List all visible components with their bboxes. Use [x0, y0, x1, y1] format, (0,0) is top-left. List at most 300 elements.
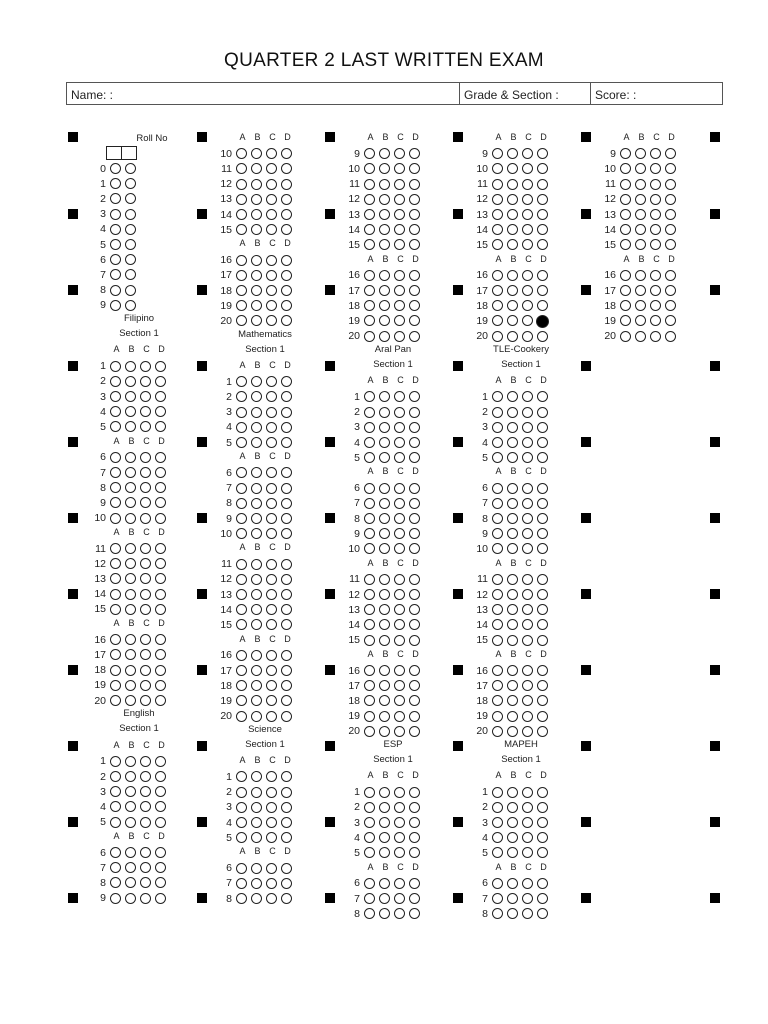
answer-bubble-a[interactable] [492, 224, 503, 235]
answer-bubble-a[interactable] [364, 528, 375, 539]
answer-bubble-c[interactable] [394, 680, 405, 691]
answer-bubble-d[interactable] [281, 878, 292, 889]
answer-bubble-a[interactable] [492, 635, 503, 646]
roll-bubble[interactable] [110, 163, 121, 174]
answer-bubble-a[interactable] [364, 513, 375, 524]
answer-bubble-b[interactable] [251, 695, 262, 706]
answer-bubble-c[interactable] [266, 589, 277, 600]
answer-bubble-b[interactable] [379, 802, 390, 813]
answer-bubble-c[interactable] [266, 574, 277, 585]
answer-bubble-d[interactable] [409, 163, 420, 174]
answer-bubble-a[interactable] [110, 482, 121, 493]
answer-bubble-a[interactable] [620, 179, 631, 190]
answer-bubble-c[interactable] [140, 771, 151, 782]
answer-bubble-a[interactable] [236, 817, 247, 828]
answer-bubble-b[interactable] [507, 543, 518, 554]
answer-bubble-c[interactable] [522, 452, 533, 463]
answer-bubble-a[interactable] [492, 543, 503, 554]
answer-bubble-a[interactable] [236, 483, 247, 494]
answer-bubble-d[interactable] [409, 665, 420, 676]
answer-bubble-c[interactable] [650, 179, 661, 190]
answer-bubble-a[interactable] [364, 711, 375, 722]
answer-bubble-b[interactable] [507, 300, 518, 311]
answer-bubble-c[interactable] [140, 877, 151, 888]
answer-bubble-d[interactable] [281, 574, 292, 585]
answer-bubble-c[interactable] [394, 452, 405, 463]
answer-bubble-d[interactable] [281, 619, 292, 630]
answer-bubble-c[interactable] [140, 497, 151, 508]
answer-bubble-d[interactable] [155, 877, 166, 888]
answer-bubble-b[interactable] [251, 832, 262, 843]
answer-bubble-a[interactable] [236, 255, 247, 266]
answer-bubble-a[interactable] [110, 467, 121, 478]
answer-bubble-a[interactable] [492, 391, 503, 402]
answer-bubble-a[interactable] [364, 635, 375, 646]
answer-bubble-b[interactable] [379, 635, 390, 646]
answer-bubble-d[interactable] [537, 665, 548, 676]
answer-bubble-d[interactable] [665, 239, 676, 250]
answer-bubble-c[interactable] [394, 239, 405, 250]
name-field[interactable]: Name: : [67, 83, 460, 104]
answer-bubble-d[interactable] [537, 239, 548, 250]
answer-bubble-d[interactable] [281, 832, 292, 843]
answer-bubble-c[interactable] [394, 285, 405, 296]
answer-bubble-c[interactable] [522, 148, 533, 159]
answer-bubble-d[interactable] [409, 878, 420, 889]
answer-bubble-c[interactable] [140, 817, 151, 828]
answer-bubble-a[interactable] [620, 285, 631, 296]
answer-bubble-c[interactable] [650, 239, 661, 250]
roll-bubble[interactable] [125, 239, 136, 250]
answer-bubble-b[interactable] [251, 163, 262, 174]
answer-bubble-c[interactable] [522, 878, 533, 889]
answer-bubble-d[interactable] [281, 528, 292, 539]
answer-bubble-a[interactable] [364, 604, 375, 615]
answer-bubble-d[interactable] [281, 467, 292, 478]
answer-bubble-d[interactable] [665, 315, 676, 326]
answer-bubble-c[interactable] [522, 726, 533, 737]
answer-bubble-a[interactable] [236, 391, 247, 402]
answer-bubble-b[interactable] [125, 893, 136, 904]
answer-bubble-b[interactable] [125, 634, 136, 645]
answer-bubble-b[interactable] [507, 437, 518, 448]
answer-bubble-c[interactable] [266, 528, 277, 539]
answer-bubble-d[interactable] [281, 163, 292, 174]
answer-bubble-a[interactable] [236, 802, 247, 813]
answer-bubble-a[interactable] [110, 893, 121, 904]
answer-bubble-b[interactable] [251, 467, 262, 478]
answer-bubble-d[interactable] [281, 194, 292, 205]
answer-bubble-a[interactable] [110, 589, 121, 600]
answer-bubble-a[interactable] [364, 331, 375, 342]
answer-bubble-a[interactable] [110, 786, 121, 797]
answer-bubble-d[interactable] [281, 665, 292, 676]
answer-bubble-a[interactable] [492, 513, 503, 524]
answer-bubble-b[interactable] [251, 179, 262, 190]
answer-bubble-a[interactable] [492, 802, 503, 813]
answer-bubble-d[interactable] [281, 604, 292, 615]
answer-bubble-d[interactable] [537, 726, 548, 737]
answer-bubble-b[interactable] [251, 422, 262, 433]
answer-bubble-c[interactable] [266, 376, 277, 387]
answer-bubble-b[interactable] [635, 270, 646, 281]
answer-bubble-b[interactable] [379, 407, 390, 418]
roll-bubble[interactable] [110, 178, 121, 189]
answer-bubble-a[interactable] [364, 847, 375, 858]
answer-bubble-d[interactable] [537, 589, 548, 600]
answer-bubble-b[interactable] [507, 270, 518, 281]
answer-bubble-d[interactable] [409, 847, 420, 858]
answer-bubble-d[interactable] [155, 452, 166, 463]
answer-bubble-d[interactable] [537, 528, 548, 539]
answer-bubble-b[interactable] [379, 787, 390, 798]
answer-bubble-a[interactable] [364, 483, 375, 494]
answer-bubble-a[interactable] [492, 665, 503, 676]
answer-bubble-b[interactable] [251, 802, 262, 813]
answer-bubble-b[interactable] [379, 878, 390, 889]
answer-bubble-d[interactable] [155, 847, 166, 858]
answer-bubble-b[interactable] [507, 574, 518, 585]
answer-bubble-d[interactable] [281, 407, 292, 418]
answer-bubble-b[interactable] [635, 148, 646, 159]
answer-bubble-d[interactable] [537, 817, 548, 828]
answer-bubble-c[interactable] [140, 589, 151, 600]
answer-bubble-a[interactable] [110, 771, 121, 782]
answer-bubble-c[interactable] [140, 467, 151, 478]
answer-bubble-c[interactable] [266, 224, 277, 235]
answer-bubble-c[interactable] [140, 573, 151, 584]
answer-bubble-b[interactable] [379, 695, 390, 706]
roll-bubble[interactable] [125, 163, 136, 174]
roll-number-input[interactable] [106, 146, 137, 160]
answer-bubble-c[interactable] [266, 148, 277, 159]
answer-bubble-c[interactable] [522, 224, 533, 235]
answer-bubble-d[interactable] [409, 543, 420, 554]
answer-bubble-a[interactable] [492, 285, 503, 296]
answer-bubble-d[interactable] [409, 832, 420, 843]
answer-bubble-d[interactable] [665, 179, 676, 190]
answer-bubble-a[interactable] [364, 437, 375, 448]
answer-bubble-b[interactable] [125, 604, 136, 615]
answer-bubble-d[interactable] [409, 270, 420, 281]
answer-bubble-a[interactable] [364, 391, 375, 402]
answer-bubble-c[interactable] [394, 528, 405, 539]
answer-bubble-b[interactable] [251, 711, 262, 722]
answer-bubble-c[interactable] [140, 665, 151, 676]
answer-bubble-d[interactable] [537, 285, 548, 296]
answer-bubble-a[interactable] [492, 604, 503, 615]
answer-bubble-a[interactable] [492, 194, 503, 205]
answer-bubble-c[interactable] [140, 862, 151, 873]
answer-bubble-c[interactable] [394, 331, 405, 342]
answer-bubble-a[interactable] [236, 528, 247, 539]
answer-bubble-c[interactable] [266, 695, 277, 706]
answer-bubble-d[interactable] [409, 604, 420, 615]
answer-bubble-d[interactable] [536, 315, 549, 328]
answer-bubble-d[interactable] [537, 422, 548, 433]
answer-bubble-b[interactable] [379, 498, 390, 509]
answer-bubble-c[interactable] [522, 695, 533, 706]
answer-bubble-c[interactable] [266, 863, 277, 874]
answer-bubble-c[interactable] [522, 498, 533, 509]
answer-bubble-c[interactable] [522, 665, 533, 676]
roll-bubble[interactable] [110, 209, 121, 220]
answer-bubble-a[interactable] [492, 787, 503, 798]
answer-bubble-a[interactable] [364, 148, 375, 159]
answer-bubble-a[interactable] [620, 315, 631, 326]
answer-bubble-a[interactable] [236, 771, 247, 782]
answer-bubble-a[interactable] [236, 680, 247, 691]
answer-bubble-c[interactable] [394, 908, 405, 919]
answer-bubble-c[interactable] [140, 680, 151, 691]
answer-bubble-c[interactable] [266, 680, 277, 691]
answer-bubble-d[interactable] [409, 619, 420, 630]
answer-bubble-c[interactable] [394, 635, 405, 646]
answer-bubble-d[interactable] [155, 604, 166, 615]
answer-bubble-a[interactable] [236, 498, 247, 509]
answer-bubble-c[interactable] [140, 361, 151, 372]
answer-bubble-c[interactable] [522, 604, 533, 615]
answer-bubble-b[interactable] [379, 574, 390, 585]
answer-bubble-d[interactable] [409, 589, 420, 600]
answer-bubble-d[interactable] [665, 224, 676, 235]
answer-bubble-b[interactable] [507, 163, 518, 174]
answer-bubble-c[interactable] [522, 391, 533, 402]
answer-bubble-c[interactable] [394, 483, 405, 494]
answer-bubble-d[interactable] [537, 878, 548, 889]
answer-bubble-c[interactable] [522, 711, 533, 722]
answer-bubble-b[interactable] [507, 315, 518, 326]
answer-bubble-c[interactable] [394, 270, 405, 281]
answer-bubble-c[interactable] [140, 756, 151, 767]
answer-bubble-d[interactable] [409, 817, 420, 828]
answer-bubble-d[interactable] [281, 589, 292, 600]
answer-bubble-c[interactable] [394, 726, 405, 737]
answer-bubble-a[interactable] [364, 726, 375, 737]
answer-bubble-a[interactable] [620, 239, 631, 250]
answer-bubble-c[interactable] [650, 285, 661, 296]
answer-bubble-b[interactable] [507, 528, 518, 539]
answer-bubble-c[interactable] [266, 650, 277, 661]
answer-bubble-a[interactable] [364, 179, 375, 190]
answer-bubble-a[interactable] [492, 847, 503, 858]
answer-bubble-c[interactable] [266, 437, 277, 448]
answer-bubble-d[interactable] [409, 787, 420, 798]
answer-bubble-c[interactable] [522, 832, 533, 843]
answer-bubble-d[interactable] [281, 437, 292, 448]
answer-bubble-c[interactable] [522, 513, 533, 524]
answer-bubble-a[interactable] [110, 847, 121, 858]
answer-bubble-b[interactable] [379, 665, 390, 676]
answer-bubble-d[interactable] [281, 787, 292, 798]
answer-bubble-b[interactable] [251, 863, 262, 874]
answer-bubble-c[interactable] [522, 194, 533, 205]
answer-bubble-a[interactable] [364, 817, 375, 828]
answer-bubble-a[interactable] [110, 573, 121, 584]
answer-bubble-c[interactable] [394, 224, 405, 235]
answer-bubble-c[interactable] [394, 163, 405, 174]
answer-bubble-d[interactable] [537, 619, 548, 630]
answer-bubble-d[interactable] [155, 406, 166, 417]
answer-bubble-b[interactable] [635, 315, 646, 326]
answer-bubble-a[interactable] [236, 148, 247, 159]
answer-bubble-b[interactable] [251, 255, 262, 266]
answer-bubble-c[interactable] [522, 893, 533, 904]
answer-bubble-d[interactable] [155, 376, 166, 387]
answer-bubble-d[interactable] [281, 300, 292, 311]
answer-bubble-b[interactable] [251, 194, 262, 205]
answer-bubble-d[interactable] [537, 270, 548, 281]
answer-bubble-a[interactable] [110, 558, 121, 569]
answer-bubble-d[interactable] [537, 635, 548, 646]
roll-bubble[interactable] [110, 239, 121, 250]
answer-bubble-a[interactable] [364, 224, 375, 235]
answer-bubble-d[interactable] [281, 817, 292, 828]
answer-bubble-d[interactable] [281, 771, 292, 782]
answer-bubble-b[interactable] [251, 407, 262, 418]
answer-bubble-d[interactable] [537, 543, 548, 554]
roll-bubble[interactable] [125, 224, 136, 235]
answer-bubble-a[interactable] [492, 680, 503, 691]
roll-bubble[interactable] [110, 285, 121, 296]
answer-bubble-d[interactable] [155, 893, 166, 904]
answer-bubble-a[interactable] [620, 194, 631, 205]
answer-bubble-b[interactable] [507, 680, 518, 691]
roll-bubble[interactable] [110, 269, 121, 280]
answer-bubble-b[interactable] [251, 148, 262, 159]
answer-bubble-a[interactable] [110, 361, 121, 372]
answer-bubble-c[interactable] [266, 559, 277, 570]
answer-bubble-a[interactable] [492, 498, 503, 509]
answer-bubble-b[interactable] [251, 893, 262, 904]
answer-bubble-a[interactable] [620, 209, 631, 220]
answer-bubble-d[interactable] [281, 559, 292, 570]
answer-bubble-b[interactable] [251, 771, 262, 782]
answer-bubble-d[interactable] [537, 498, 548, 509]
answer-bubble-d[interactable] [281, 498, 292, 509]
answer-bubble-d[interactable] [155, 558, 166, 569]
answer-bubble-b[interactable] [635, 331, 646, 342]
answer-bubble-a[interactable] [236, 559, 247, 570]
answer-bubble-c[interactable] [394, 604, 405, 615]
answer-bubble-c[interactable] [140, 513, 151, 524]
answer-bubble-c[interactable] [394, 665, 405, 676]
answer-bubble-c[interactable] [394, 711, 405, 722]
answer-bubble-b[interactable] [507, 847, 518, 858]
answer-bubble-a[interactable] [364, 315, 375, 326]
answer-bubble-a[interactable] [236, 376, 247, 387]
answer-bubble-c[interactable] [266, 270, 277, 281]
answer-bubble-b[interactable] [507, 194, 518, 205]
answer-bubble-d[interactable] [155, 862, 166, 873]
answer-bubble-b[interactable] [125, 695, 136, 706]
answer-bubble-b[interactable] [507, 513, 518, 524]
answer-bubble-b[interactable] [251, 376, 262, 387]
answer-bubble-b[interactable] [125, 361, 136, 372]
answer-bubble-d[interactable] [155, 756, 166, 767]
answer-bubble-b[interactable] [507, 331, 518, 342]
answer-bubble-c[interactable] [394, 437, 405, 448]
answer-bubble-d[interactable] [537, 847, 548, 858]
answer-bubble-d[interactable] [281, 148, 292, 159]
answer-bubble-a[interactable] [492, 300, 503, 311]
answer-bubble-a[interactable] [364, 270, 375, 281]
answer-bubble-d[interactable] [155, 421, 166, 432]
answer-bubble-a[interactable] [492, 148, 503, 159]
answer-bubble-c[interactable] [522, 483, 533, 494]
answer-bubble-a[interactable] [236, 832, 247, 843]
answer-bubble-d[interactable] [155, 589, 166, 600]
answer-bubble-c[interactable] [522, 407, 533, 418]
answer-bubble-c[interactable] [522, 802, 533, 813]
answer-bubble-b[interactable] [125, 847, 136, 858]
answer-bubble-c[interactable] [140, 695, 151, 706]
answer-bubble-c[interactable] [266, 787, 277, 798]
answer-bubble-b[interactable] [125, 680, 136, 691]
answer-bubble-c[interactable] [394, 407, 405, 418]
answer-bubble-c[interactable] [140, 482, 151, 493]
answer-bubble-d[interactable] [537, 893, 548, 904]
answer-bubble-c[interactable] [650, 163, 661, 174]
answer-bubble-d[interactable] [155, 543, 166, 554]
answer-bubble-a[interactable] [492, 437, 503, 448]
answer-bubble-b[interactable] [507, 893, 518, 904]
answer-bubble-d[interactable] [665, 194, 676, 205]
answer-bubble-c[interactable] [140, 543, 151, 554]
answer-bubble-c[interactable] [650, 209, 661, 220]
answer-bubble-b[interactable] [251, 270, 262, 281]
answer-bubble-a[interactable] [236, 163, 247, 174]
answer-bubble-a[interactable] [236, 407, 247, 418]
answer-bubble-a[interactable] [364, 239, 375, 250]
roll-bubble[interactable] [125, 254, 136, 265]
answer-bubble-c[interactable] [266, 315, 277, 326]
answer-bubble-a[interactable] [364, 407, 375, 418]
answer-bubble-a[interactable] [364, 300, 375, 311]
answer-bubble-c[interactable] [522, 285, 533, 296]
answer-bubble-b[interactable] [507, 483, 518, 494]
answer-bubble-c[interactable] [394, 498, 405, 509]
answer-bubble-a[interactable] [236, 665, 247, 676]
answer-bubble-d[interactable] [409, 285, 420, 296]
answer-bubble-a[interactable] [492, 528, 503, 539]
answer-bubble-c[interactable] [266, 771, 277, 782]
answer-bubble-a[interactable] [110, 513, 121, 524]
answer-bubble-c[interactable] [266, 194, 277, 205]
answer-bubble-b[interactable] [125, 376, 136, 387]
answer-bubble-a[interactable] [492, 331, 503, 342]
answer-bubble-b[interactable] [635, 163, 646, 174]
answer-bubble-c[interactable] [394, 513, 405, 524]
answer-bubble-d[interactable] [281, 376, 292, 387]
answer-bubble-b[interactable] [125, 406, 136, 417]
answer-bubble-b[interactable] [379, 163, 390, 174]
answer-bubble-a[interactable] [492, 711, 503, 722]
answer-bubble-c[interactable] [266, 893, 277, 904]
answer-bubble-b[interactable] [507, 787, 518, 798]
answer-bubble-b[interactable] [635, 194, 646, 205]
answer-bubble-a[interactable] [364, 452, 375, 463]
answer-bubble-d[interactable] [409, 422, 420, 433]
answer-bubble-d[interactable] [281, 695, 292, 706]
answer-bubble-b[interactable] [507, 285, 518, 296]
answer-bubble-a[interactable] [110, 665, 121, 676]
answer-bubble-d[interactable] [537, 908, 548, 919]
answer-bubble-c[interactable] [394, 589, 405, 600]
answer-bubble-a[interactable] [236, 650, 247, 661]
answer-bubble-a[interactable] [364, 695, 375, 706]
answer-bubble-d[interactable] [281, 224, 292, 235]
